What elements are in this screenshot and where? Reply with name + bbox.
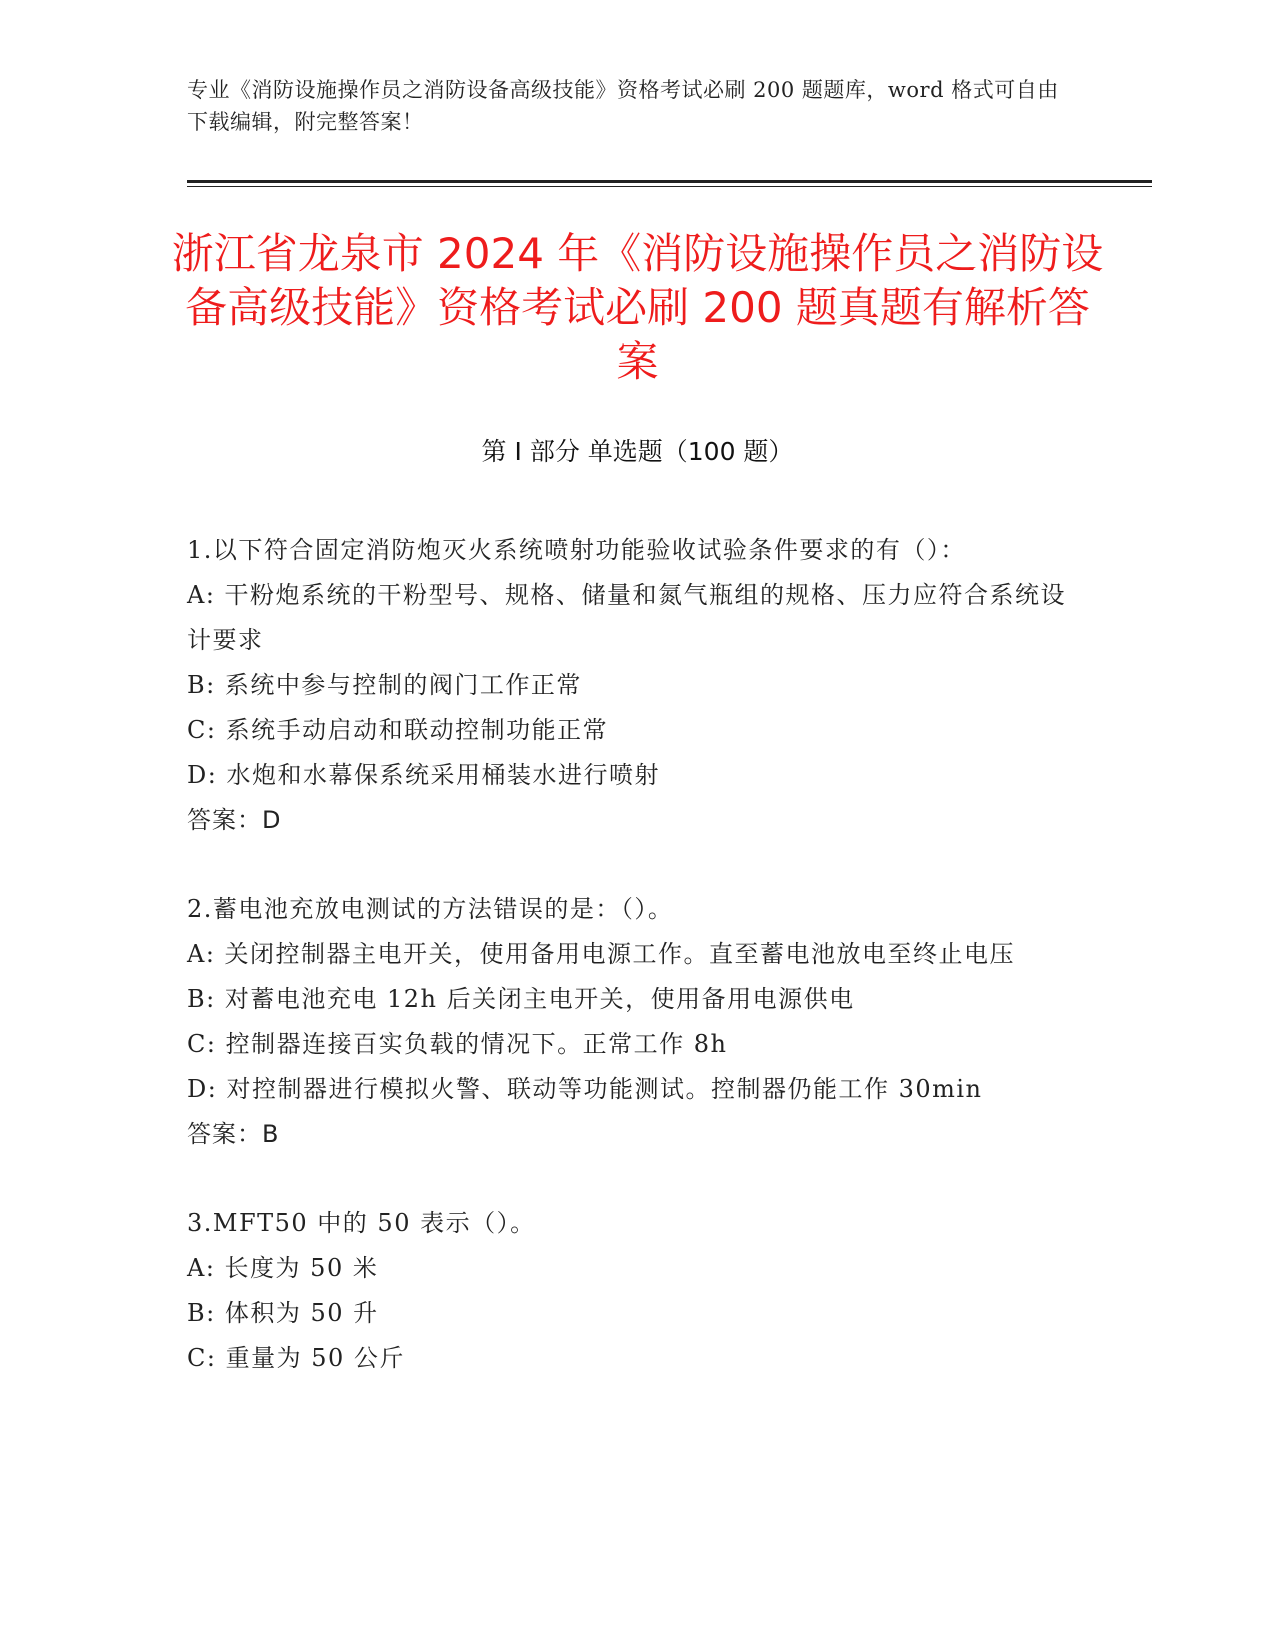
section-heading: 第 I 部分 单选题（100 题） [481, 437, 794, 466]
question-list [187, 528, 1087, 1425]
option-a: A: 干粉炮系统的干粉型号、规格、储量和氮气瓶组的规格、压力应符合系统设计要求 [187, 581, 1067, 654]
option-d: D: 水炮和水幕保系统采用桶装水进行喷射 [187, 761, 660, 789]
option-b: B: 体积为 50 升 [187, 1299, 379, 1327]
question-1 [187, 528, 1087, 843]
answer-label: 答案：D [187, 806, 282, 834]
option-d: D: 对控制器进行模拟火警、联动等功能测试。控制器仍能工作 30min [187, 1075, 983, 1103]
option-c: C: 系统手动启动和联动控制功能正常 [187, 716, 609, 744]
answer-label: 答案：B [187, 1120, 280, 1148]
question-2 [187, 887, 1087, 1157]
header-rule-thick [187, 180, 1152, 183]
option-b: B: 系统中参与控制的阀门工作正常 [187, 671, 582, 699]
option-c: C: 控制器连接百实负载的情况下。正常工作 8h [187, 1030, 728, 1058]
header-rule-thin [187, 186, 1152, 187]
option-a: A: 关闭控制器主电开关，使用备用电源工作。直至蓄电池放电至终止电压 [187, 940, 1016, 968]
option-c: C: 重量为 50 公斤 [187, 1344, 405, 1372]
question-stem: 3.MFT50 中的 50 表示（）。 [187, 1209, 536, 1237]
question-stem: 1.以下符合固定消防炮灭火系统喷射功能验收试验条件要求的有（）： [187, 536, 966, 564]
header-note: 专业《消防设施操作员之消防设备高级技能》资格考试必刷 200 题题库，word 格式可自由下载编辑，附完整答案！ [187, 78, 1059, 134]
question-3 [187, 1201, 1087, 1381]
question-stem: 2.蓄电池充放电测试的方法错误的是：（）。 [187, 895, 674, 923]
document-title: 浙江省龙泉市 2024 年《消防设施操作员之消防设备高级技能》资格考试必刷 200 题真题有解析答案 [171, 229, 1104, 386]
option-a: A: 长度为 50 米 [187, 1254, 379, 1282]
option-b: B: 对蓄电池充电 12h 后关闭主电开关，使用备用电源供电 [187, 985, 855, 1013]
